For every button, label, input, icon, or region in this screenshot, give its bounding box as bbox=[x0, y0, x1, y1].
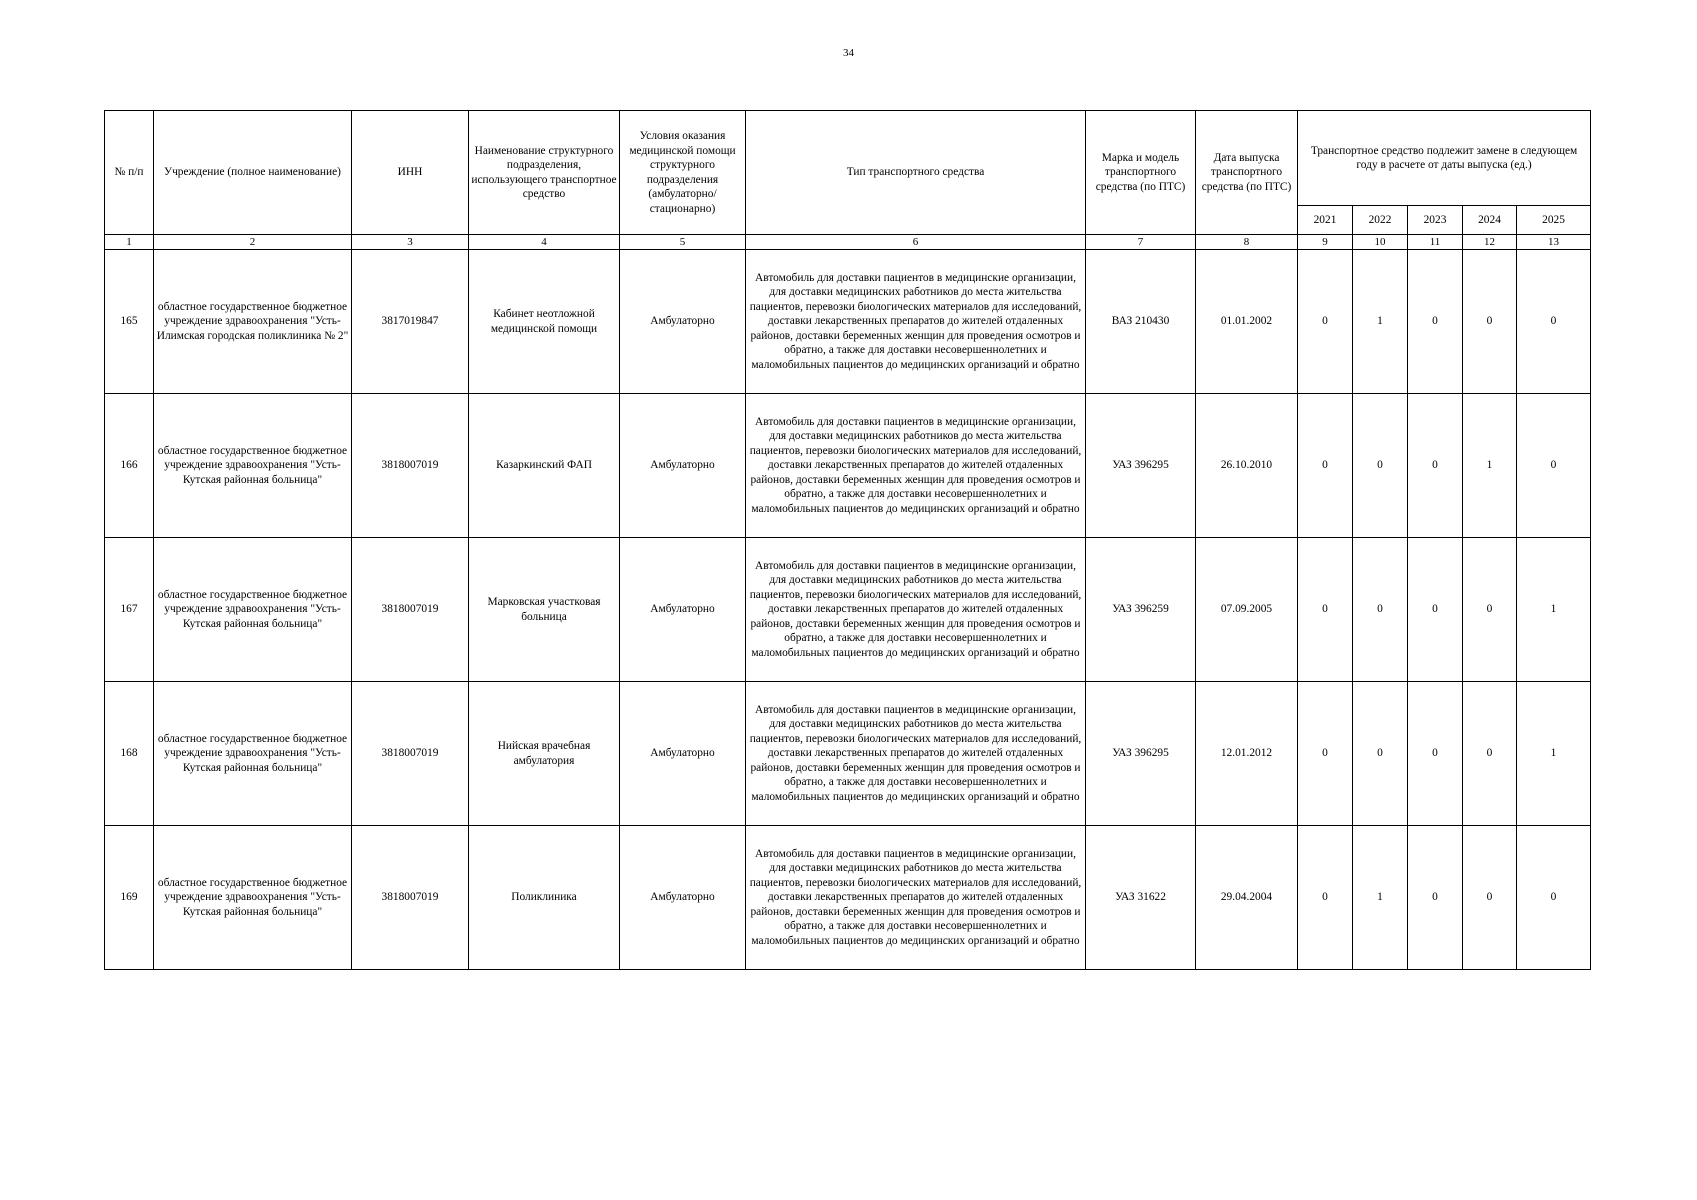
cell-model: УАЗ 396295 bbox=[1086, 682, 1196, 826]
cell-2022: 0 bbox=[1353, 682, 1408, 826]
cell-institution: областное государственное бюджетное учреждение здравоохранения "Усть-Кутская районная больница" bbox=[154, 538, 352, 682]
cell-2025: 0 bbox=[1517, 826, 1591, 970]
header-model: Марка и модель транспортного средства (по ПТС) bbox=[1086, 111, 1196, 235]
cell-2024: 0 bbox=[1463, 826, 1517, 970]
cell-conditions: Амбулаторно bbox=[620, 394, 746, 538]
cell-subdivision: Нийская врачебная амбулатория bbox=[469, 682, 620, 826]
cell-2023: 0 bbox=[1408, 394, 1463, 538]
header-year: 2025 bbox=[1517, 206, 1591, 235]
column-number: 1 bbox=[105, 235, 154, 250]
cell-2021: 0 bbox=[1298, 394, 1353, 538]
cell-2022: 1 bbox=[1353, 250, 1408, 394]
column-number: 8 bbox=[1196, 235, 1298, 250]
table-row bbox=[105, 826, 1591, 970]
cell-model: ВАЗ 210430 bbox=[1086, 250, 1196, 394]
table-row bbox=[105, 682, 1591, 826]
cell-2025: 1 bbox=[1517, 538, 1591, 682]
column-number: 7 bbox=[1086, 235, 1196, 250]
header-year: 2023 bbox=[1408, 206, 1463, 235]
cell-2022: 1 bbox=[1353, 826, 1408, 970]
cell-institution: областное государственное бюджетное учреждение здравоохранения "Усть-Кутская районная больница" bbox=[154, 394, 352, 538]
header-year: 2024 bbox=[1463, 206, 1517, 235]
header-year: 2022 bbox=[1353, 206, 1408, 235]
cell-conditions: Амбулаторно bbox=[620, 682, 746, 826]
cell-num: 166 bbox=[105, 394, 154, 538]
table-row bbox=[105, 538, 1591, 682]
cell-model: УАЗ 31622 bbox=[1086, 826, 1196, 970]
cell-model: УАЗ 396259 bbox=[1086, 538, 1196, 682]
cell-num: 165 bbox=[105, 250, 154, 394]
cell-vehicle-type: Автомобиль для доставки пациентов в медицинские организации, для доставки медицинских работников до места жительства пациентов, перевозки биологических материалов для исследований, доставки лекарственных препаратов до жителей отдаленных районов, доставки беременных женщин для проведения осмотров и обратно, а также для доставки несовершеннолетних и маломобильных пациентов до медицинских организаций и обратно bbox=[746, 682, 1086, 826]
cell-vehicle-type: Автомобиль для доставки пациентов в медицинские организации, для доставки медицинских работников до места жительства пациентов, перевозки биологических материалов для исследований, доставки лекарственных препаратов до жителей отдаленных районов, доставки беременных женщин для проведения осмотров и обратно, а также для доставки несовершеннолетних и маломобильных пациентов до медицинских организаций и обратно bbox=[746, 250, 1086, 394]
cell-vehicle-type: Автомобиль для доставки пациентов в медицинские организации, для доставки медицинских работников до места жительства пациентов, перевозки биологических материалов для исследований, доставки лекарственных препаратов до жителей отдаленных районов, доставки беременных женщин для проведения осмотров и обратно, а также для доставки несовершеннолетних и маломобильных пациентов до медицинских организаций и обратно bbox=[746, 538, 1086, 682]
column-number: 12 bbox=[1463, 235, 1517, 250]
cell-2021: 0 bbox=[1298, 826, 1353, 970]
cell-inn: 3817019847 bbox=[352, 250, 469, 394]
column-number: 2 bbox=[154, 235, 352, 250]
cell-vehicle-type: Автомобиль для доставки пациентов в медицинские организации, для доставки медицинских работников до места жительства пациентов, перевозки биологических материалов для исследований, доставки лекарственных препаратов до жителей отдаленных районов, доставки беременных женщин для проведения осмотров и обратно, а также для доставки несовершеннолетних и маломобильных пациентов до медицинских организаций и обратно bbox=[746, 394, 1086, 538]
cell-inn: 3818007019 bbox=[352, 682, 469, 826]
cell-model: УАЗ 396295 bbox=[1086, 394, 1196, 538]
cell-institution: областное государственное бюджетное учреждение здравоохранения "Усть-Кутская районная больница" bbox=[154, 682, 352, 826]
header-num: № п/п bbox=[105, 111, 154, 235]
cell-2021: 0 bbox=[1298, 682, 1353, 826]
cell-conditions: Амбулаторно bbox=[620, 538, 746, 682]
column-number: 11 bbox=[1408, 235, 1463, 250]
vehicle-replacement-table bbox=[104, 110, 1591, 970]
page-number: 34 bbox=[843, 47, 854, 59]
column-number: 6 bbox=[746, 235, 1086, 250]
cell-2024: 0 bbox=[1463, 538, 1517, 682]
cell-inn: 3818007019 bbox=[352, 538, 469, 682]
column-number: 3 bbox=[352, 235, 469, 250]
cell-conditions: Амбулаторно bbox=[620, 250, 746, 394]
cell-2021: 0 bbox=[1298, 538, 1353, 682]
cell-2024: 0 bbox=[1463, 250, 1517, 394]
column-number: 9 bbox=[1298, 235, 1353, 250]
cell-2023: 0 bbox=[1408, 250, 1463, 394]
cell-2023: 0 bbox=[1408, 538, 1463, 682]
cell-issue-date: 07.09.2005 bbox=[1196, 538, 1298, 682]
cell-issue-date: 29.04.2004 bbox=[1196, 826, 1298, 970]
cell-inn: 3818007019 bbox=[352, 394, 469, 538]
header-conditions: Условия оказания медицинской помощи структурного подразделения (амбулаторно/ стационарно) bbox=[620, 111, 746, 235]
cell-2023: 0 bbox=[1408, 682, 1463, 826]
cell-institution: областное государственное бюджетное учреждение здравоохранения "Усть-Кутская районная больница" bbox=[154, 826, 352, 970]
cell-issue-date: 01.01.2002 bbox=[1196, 250, 1298, 394]
cell-issue-date: 26.10.2010 bbox=[1196, 394, 1298, 538]
header-issue-date: Дата выпуска транспортного средства (по ПТС) bbox=[1196, 111, 1298, 235]
header-year: 2021 bbox=[1298, 206, 1353, 235]
cell-subdivision: Казаркинский ФАП bbox=[469, 394, 620, 538]
cell-2022: 0 bbox=[1353, 538, 1408, 682]
cell-2025: 1 bbox=[1517, 682, 1591, 826]
header-subdivision: Наименование структурного подразделения, использующего транспортное средство bbox=[469, 111, 620, 235]
cell-2025: 0 bbox=[1517, 250, 1591, 394]
header-vehicle-type: Тип транспортного средства bbox=[746, 111, 1086, 235]
column-number: 13 bbox=[1517, 235, 1591, 250]
cell-num: 169 bbox=[105, 826, 154, 970]
cell-2024: 1 bbox=[1463, 394, 1517, 538]
cell-subdivision: Кабинет неотложной медицинской помощи bbox=[469, 250, 620, 394]
header-institution: Учреждение (полное наименование) bbox=[154, 111, 352, 235]
cell-num: 167 bbox=[105, 538, 154, 682]
cell-2021: 0 bbox=[1298, 250, 1353, 394]
header-replacement: Транспортное средство подлежит замене в следующем году в расчете от даты выпуска (ед.) bbox=[1298, 111, 1591, 206]
cell-2025: 0 bbox=[1517, 394, 1591, 538]
cell-conditions: Амбулаторно bbox=[620, 826, 746, 970]
cell-2022: 0 bbox=[1353, 394, 1408, 538]
cell-num: 168 bbox=[105, 682, 154, 826]
table-row bbox=[105, 250, 1591, 394]
column-number-row bbox=[105, 235, 1591, 250]
cell-2023: 0 bbox=[1408, 826, 1463, 970]
cell-2024: 0 bbox=[1463, 682, 1517, 826]
table-row bbox=[105, 394, 1591, 538]
cell-institution: областное государственное бюджетное учреждение здравоохранения "Усть-Илимская городская поликлиника № 2" bbox=[154, 250, 352, 394]
column-number: 4 bbox=[469, 235, 620, 250]
cell-inn: 3818007019 bbox=[352, 826, 469, 970]
column-number: 10 bbox=[1353, 235, 1408, 250]
cell-subdivision: Поликлиника bbox=[469, 826, 620, 970]
column-number: 5 bbox=[620, 235, 746, 250]
cell-subdivision: Марковская участковая больница bbox=[469, 538, 620, 682]
cell-vehicle-type: Автомобиль для доставки пациентов в медицинские организации, для доставки медицинских работников до места жительства пациентов, перевозки биологических материалов для исследований, доставки лекарственных препаратов до жителей отдаленных районов, доставки беременных женщин для проведения осмотров и обратно, а также для доставки несовершеннолетних и маломобильных пациентов до медицинских организаций и обратно bbox=[746, 826, 1086, 970]
header-inn: ИНН bbox=[352, 111, 469, 235]
cell-issue-date: 12.01.2012 bbox=[1196, 682, 1298, 826]
header-row bbox=[105, 111, 1591, 206]
